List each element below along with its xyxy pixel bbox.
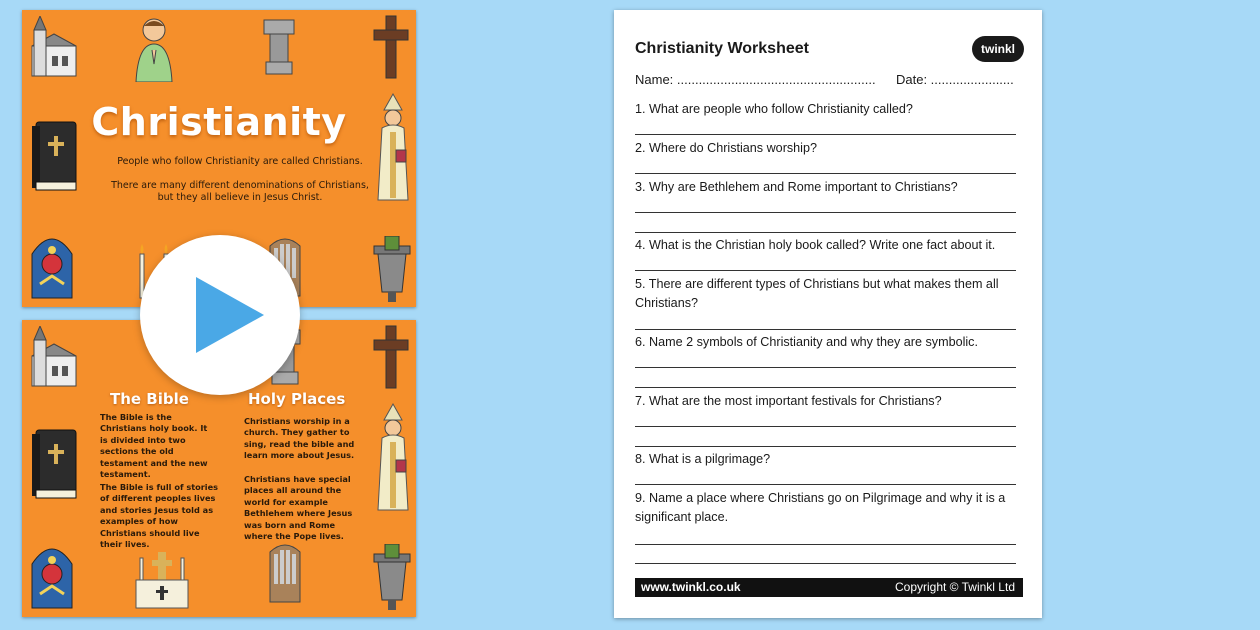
question-1: 1. What are people who follow Christianity called? xyxy=(635,102,913,116)
question-9: 9. Name a place where Christians go on Pilgrimage and why it is a significant place. xyxy=(635,491,1006,524)
question-4: 4. What is the Christian holy book called? Write one fact about it. xyxy=(635,238,996,252)
bible-paragraph-2: The Bible is full of stories of different peoples lives and stories Jesus told as examples of how Christians should live their lives. xyxy=(100,482,219,550)
date-field: Date: ....................... xyxy=(896,72,1014,87)
question-6: 6. Name 2 symbols of Christianity and why they are symbolic. xyxy=(635,335,978,349)
answer-line xyxy=(635,367,1016,368)
play-icon xyxy=(140,235,300,395)
cross-icon xyxy=(372,14,410,80)
slide-title: Christianity xyxy=(91,100,347,144)
answer-line xyxy=(635,484,1016,485)
slide-text-2: There are many different denominations of Christians, but they all believe in Jesus Christ. xyxy=(111,180,369,203)
church-icon xyxy=(28,16,80,78)
question-5: 5. There are different types of Christians but what makes them all Christians? xyxy=(635,277,999,310)
bible-icon xyxy=(30,426,80,502)
holy-places-paragraph-1: Christians worship in a church. They gather to sing, read the bible and learn more about Jesus. xyxy=(244,416,355,461)
answer-line xyxy=(635,270,1016,271)
question-7: 7. What are the most important festivals for Christians? xyxy=(635,394,942,408)
church-icon xyxy=(28,326,80,388)
slide-text-1: People who follow Christianity are called Christians. xyxy=(117,156,363,167)
pope-icon xyxy=(372,402,414,512)
bible-paragraph-1: The Bible is the Christians holy book. It is divided into two sections the old testament and the new testament. xyxy=(100,412,208,480)
question-3: 3. Why are Bethlehem and Rome important to Christians? xyxy=(635,180,958,194)
answer-line xyxy=(635,563,1016,564)
praying-person-icon xyxy=(134,16,174,82)
answer-line xyxy=(635,544,1016,545)
font-icon xyxy=(262,16,296,76)
answer-line xyxy=(635,426,1016,427)
answer-line xyxy=(635,232,1016,233)
twinkl-logo: twinkl xyxy=(972,36,1024,62)
answer-line xyxy=(635,134,1016,135)
heading-holy-places: Holy Places xyxy=(248,390,346,408)
answer-line xyxy=(635,387,1016,388)
footer-copyright: Copyright © Twinkl Ltd xyxy=(894,580,1015,594)
question-8: 8. What is a pilgrimage? xyxy=(635,452,771,466)
cross-icon xyxy=(372,324,410,390)
pulpit-icon xyxy=(372,236,412,302)
footer-url[interactable]: www.twinkl.co.uk xyxy=(641,580,741,594)
stained-glass-icon xyxy=(30,542,74,610)
answer-line xyxy=(635,446,1016,447)
name-field: Name: ....................................................... xyxy=(635,72,876,87)
holy-places-paragraph-2: Christians have special places all around the world for example Bethlehem where Jesus was born and Rome where the Pope lives. xyxy=(244,474,353,542)
organ-icon xyxy=(268,538,302,604)
stained-glass-icon xyxy=(30,232,74,300)
worksheet-footer xyxy=(635,578,1023,597)
question-2: 2. Where do Christians worship? xyxy=(635,141,817,155)
altar-icon xyxy=(134,550,190,610)
heading-the-bible: The Bible xyxy=(110,390,189,408)
answer-line xyxy=(635,212,1016,213)
play-button[interactable] xyxy=(140,235,300,395)
answer-line xyxy=(635,329,1016,330)
pulpit-icon xyxy=(372,544,412,610)
worksheet-preview xyxy=(614,10,1042,618)
answer-line xyxy=(635,173,1016,174)
worksheet-title: Christianity Worksheet xyxy=(635,40,809,57)
